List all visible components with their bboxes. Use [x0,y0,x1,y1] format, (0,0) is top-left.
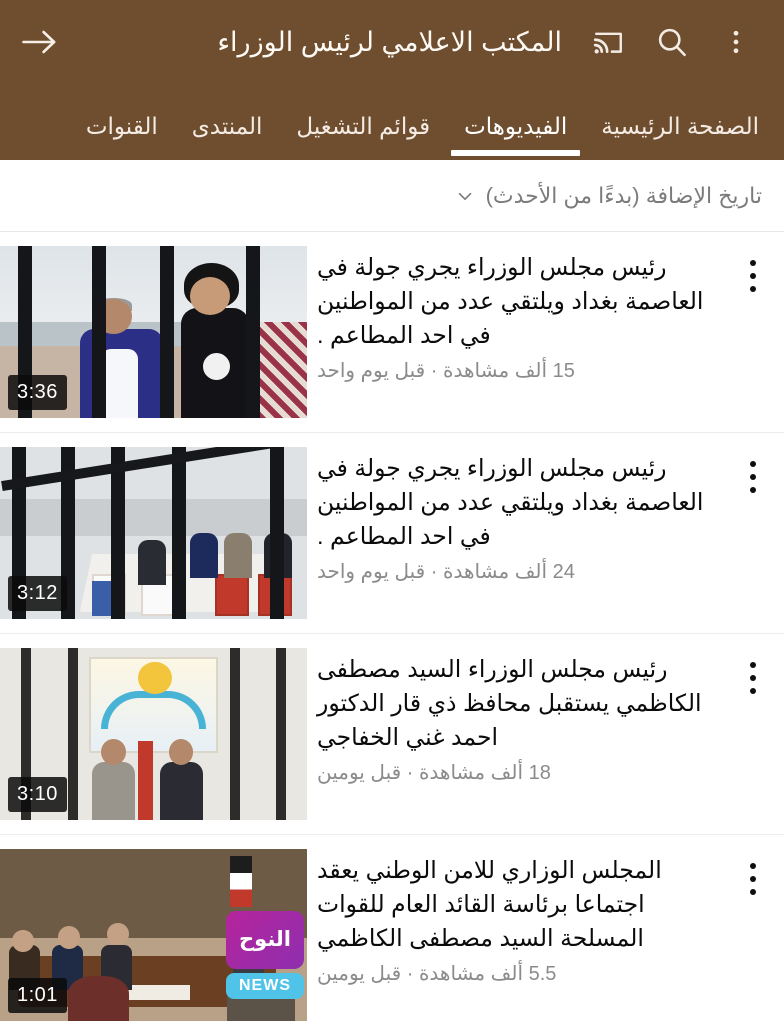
news-channel-watermark [226,911,304,999]
kebab-menu-icon[interactable] [750,662,756,822]
video-list-item[interactable] [0,232,784,432]
watermark-arabic-text: النوح [226,911,304,969]
sort-label: تاريخ الإضافة (بدءًا من الأحدث) [485,182,762,208]
video-menu-button[interactable] [722,648,784,822]
video-thumbnail-container[interactable] [0,447,307,621]
video-info [307,246,722,420]
tab-videos[interactable]: الفيديوهات [447,115,584,156]
sort-bar[interactable] [0,160,784,232]
video-list-item[interactable] [0,433,784,633]
video-info [307,447,722,621]
video-metadata: 5.5 ألف مشاهدة · قبل يومين [317,963,557,985]
tab-playlists[interactable]: قوائم التشغيل [296,113,431,139]
channel-tabs [0,84,784,156]
cast-icon[interactable] [578,12,638,72]
app-header [0,0,784,160]
video-info [307,648,722,822]
video-menu-button[interactable] [722,447,784,621]
kebab-menu-icon[interactable] [706,12,766,72]
video-title[interactable]: رئيس مجلس الوزراء يجري جولة في العاصمة بغداد ويلتقي عدد من المواطنين في احد المطاعم . [317,455,704,549]
video-metadata: 18 ألف مشاهدة · قبل يومين [317,762,551,784]
video-thumbnail-container[interactable] [0,849,307,1023]
kebab-menu-icon[interactable] [750,461,756,621]
video-info [307,849,722,1023]
video-menu-button[interactable] [722,849,784,1023]
tab-channels[interactable]: القنوات [85,113,158,139]
tab-home[interactable]: الصفحة الرئيسية [601,113,759,139]
kebab-menu-icon[interactable] [750,260,756,420]
video-thumbnail[interactable] [0,246,307,418]
video-thumbnail[interactable] [0,849,307,1021]
video-thumbnail[interactable] [0,447,307,619]
video-list-item[interactable] [0,835,784,1024]
search-icon[interactable] [642,12,702,72]
video-duration-badge: 3:12 [8,576,67,611]
header-icon-group [578,12,766,72]
chevron-down-icon[interactable] [454,185,476,207]
top-action-bar [0,0,784,84]
video-thumbnail-container[interactable] [0,246,307,420]
arrow-right-icon[interactable] [14,16,66,68]
video-metadata: 24 ألف مشاهدة · قبل يوم واحد [317,561,575,583]
video-menu-button[interactable] [722,246,784,420]
channel-title: المكتب الاعلامي لرئيس الوزراء [217,26,562,57]
video-thumbnail-container[interactable] [0,648,307,822]
video-title[interactable]: رئيس مجلس الوزراء السيد مصطفى الكاظمي يستقبل محافظ ذي قار الدكتور احمد غني الخفاجي [317,656,702,750]
video-duration-badge: 3:36 [8,375,67,410]
video-list [0,232,784,1024]
video-title[interactable]: المجلس الوزاري للامن الوطني يعقد اجتماعا برئاسة القائد العام للقوات المسلحة السيد مصطفى الكاظمي [317,857,662,951]
video-thumbnail[interactable] [0,648,307,820]
kebab-menu-icon[interactable] [750,863,756,1023]
video-title[interactable]: رئيس مجلس الوزراء يجري جولة في العاصمة بغداد ويلتقي عدد من المواطنين في احد المطاعم . [317,254,704,348]
video-duration-badge: 1:01 [8,978,67,1013]
video-metadata: 15 ألف مشاهدة · قبل يوم واحد [317,360,575,382]
video-duration-badge: 3:10 [8,777,67,812]
video-list-item[interactable] [0,634,784,834]
watermark-english-text: NEWS [226,973,304,999]
tab-community[interactable]: المنتدى [191,113,263,139]
